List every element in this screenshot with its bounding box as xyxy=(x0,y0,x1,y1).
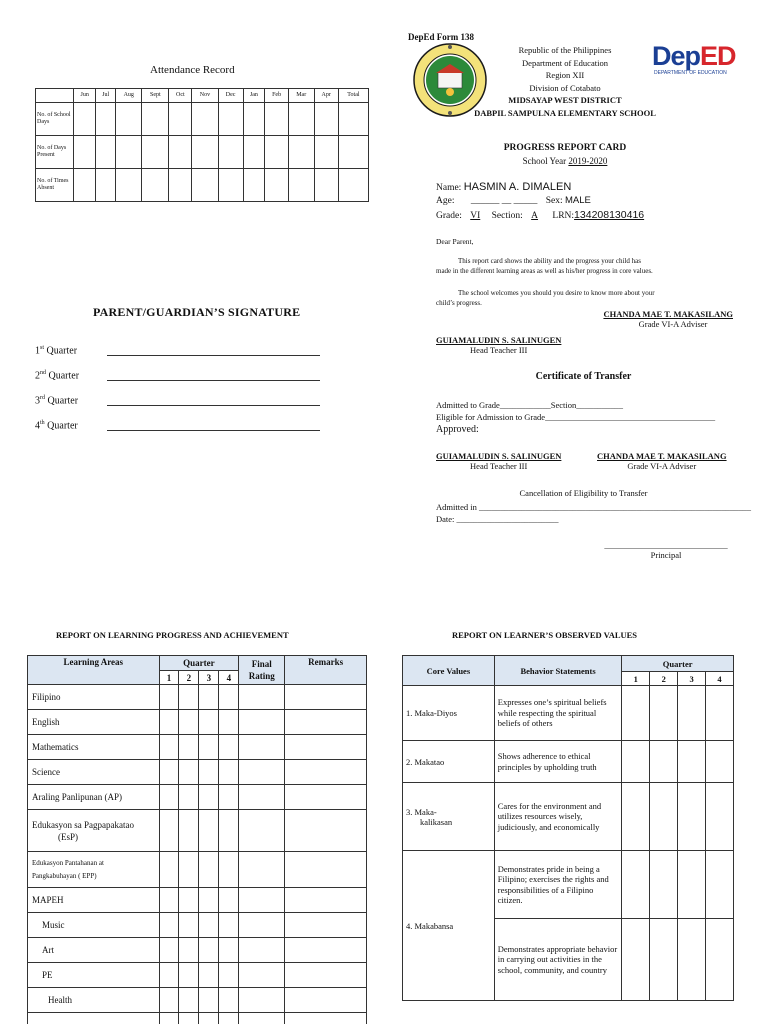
attendance-row xyxy=(36,103,369,136)
table-row: Edukasyon Pantahanan at Pangkabuhayan ( EPP) xyxy=(28,852,367,888)
table-row: 3. Maka- kalikasan Cares for the environment and utilizes resources wisely, judiciously, and economically xyxy=(403,783,734,851)
table-row xyxy=(28,1013,367,1024)
month-cell: Dec xyxy=(218,89,243,103)
table-row: Araling Panlipunan (AP) xyxy=(28,785,367,810)
letter-paragraph-2: The school welcomes you should you desire to know more about your child’s progress. xyxy=(436,289,655,307)
learning-progress-table: Learning Areas Quarter Final Rating Remarks 1 2 3 4 Filipino English Mathematics Science Araling Panlipunan (AP) Edukasyon sa Pagpapakatao (EsP) Edukasyon Pantahanan at Pangkabuhayan ( EPP) MAPEH Music Art PE Health xyxy=(27,655,367,1024)
table-row: Music xyxy=(28,913,367,938)
admitted-grade-row[interactable]: Admitted to Grade____________Section___________ xyxy=(436,400,623,410)
month-cell: Aug xyxy=(116,89,142,103)
month-cell: Nov xyxy=(192,89,218,103)
student-name-row: Name: HASMIN A. DIMALEN xyxy=(436,181,572,193)
month-cell: Jul xyxy=(96,89,116,103)
observed-values-title: REPORT ON LEARNER’S OBSERVED VALUES xyxy=(452,630,638,640)
month-cell: Total xyxy=(338,89,368,103)
col-core-values: Core Values xyxy=(403,656,495,686)
table-row: 2. Makatao Shows adherence to ethical principles by upholding truth xyxy=(403,741,734,783)
signature-line[interactable] xyxy=(107,347,320,356)
attendance-row xyxy=(36,169,369,202)
month-cell: Sept xyxy=(142,89,169,103)
district-name: MIDSAYAP WEST DISTRICT xyxy=(508,95,622,105)
month-cell: Jan xyxy=(243,89,265,103)
signature-line-q2[interactable]: 2nd Quarter xyxy=(35,370,320,381)
transfer-title: Certificate of Transfer xyxy=(535,371,632,382)
adviser-signature: CHANDA MAE T. MAKASILANG Grade VI-A Adviser xyxy=(603,309,733,329)
signature-line[interactable] xyxy=(107,422,320,431)
school-header: Republic of the Philippines Department of Education Region XII Division of Cotabato MIDSAYAP WEST DISTRICT DABPIL SAMPULNA ELEMENTARY SCHOOL xyxy=(470,44,660,119)
table-row: Science xyxy=(28,760,367,785)
month-cell: Feb xyxy=(265,89,289,103)
approved-label: Approved: xyxy=(436,424,479,435)
student-lrn: 134208130416 xyxy=(574,209,645,221)
attendance-header-row xyxy=(36,89,369,103)
col-quarter: Quarter xyxy=(622,656,734,672)
student-section: A xyxy=(531,211,539,221)
transfer-adviser-signature: CHANDA MAE T. MAKASILANG Grade VI-A Adviser xyxy=(597,451,727,471)
month-cell: Apr xyxy=(314,89,338,103)
table-row: 1. Maka-Diyos Expresses one’s spiritual beliefs while respecting the spiritual beliefs of others xyxy=(403,686,734,741)
age-sex-row: Age: ______ __ _____ Sex: MALE xyxy=(436,195,591,206)
table-row: MAPEH xyxy=(28,888,367,913)
col-behavior-statements: Behavior Statements xyxy=(494,656,622,686)
greeting: Dear Parent, xyxy=(436,237,474,246)
table-row: PE xyxy=(28,963,367,988)
month-cell: Mar xyxy=(288,89,314,103)
eligible-row[interactable]: Eligible for Admission to Grade________________________________________ xyxy=(436,412,716,422)
col-learning-areas: Learning Areas xyxy=(28,656,160,685)
learning-progress-title: REPORT ON LEARNING PROGRESS AND ACHIEVEMENT xyxy=(56,630,289,640)
table-row: Demonstrates appropriate behavior in carrying out activities in the school, community, and country xyxy=(403,919,734,1001)
signature-line-q3[interactable]: 3rd Quarter xyxy=(35,395,320,406)
col-remarks: Remarks xyxy=(285,656,367,685)
table-row: 4. Makabansa Demonstrates pride in being a Filipino; exercises the rights and responsibilities of a Filipino citizen. xyxy=(403,851,734,919)
attendance-row-label: No. of School Days xyxy=(36,103,74,136)
form-label: DepEd Form 138 xyxy=(408,32,474,42)
letter-paragraph-1: This report card shows the ability and the progress your child has made in the different learning areas as well as his/her progress in core values. xyxy=(436,257,653,275)
attendance-row-label: No. of Times Absent xyxy=(36,169,74,202)
school-name: DABPIL SAMPULNA ELEMENTARY SCHOOL xyxy=(474,107,656,118)
school-year: School Year 2019-2020 xyxy=(522,156,608,166)
table-row: Health xyxy=(28,988,367,1013)
signature-line[interactable] xyxy=(107,372,320,381)
attendance-title: Attendance Record xyxy=(150,64,235,76)
student-name: HASMIN A. DIMALEN xyxy=(463,181,572,193)
attendance-row xyxy=(36,136,369,169)
table-row: English xyxy=(28,710,367,735)
signature-line[interactable] xyxy=(107,397,320,406)
grade-row: Grade: VI Section: A LRN:134208130416 xyxy=(436,209,645,221)
col-quarter: Quarter xyxy=(159,656,239,671)
table-row: Mathematics xyxy=(28,735,367,760)
progress-card-title: PROGRESS REPORT CARD xyxy=(503,143,627,153)
signature-line-q1[interactable]: 1st Quarter xyxy=(35,345,320,356)
attendance-table xyxy=(35,88,369,202)
head-teacher-signature: GUIAMALUDIN S. SALINUGEN Head Teacher III xyxy=(436,335,562,355)
attendance-row-label: No. of Days Present xyxy=(36,136,74,169)
transfer-head-signature: GUIAMALUDIN S. SALINUGEN Head Teacher III xyxy=(436,451,562,471)
admitted-in-row[interactable]: Admitted in ________________________________________________________________ xyxy=(436,502,751,512)
month-cell: Oct xyxy=(169,89,192,103)
month-cell: Jun xyxy=(74,89,96,103)
student-sex: MALE xyxy=(564,195,591,206)
table-row: Edukasyon sa Pagpapakatao (EsP) xyxy=(28,810,367,852)
table-row: Filipino xyxy=(28,685,367,710)
principal-signature: _____________________________ Principal xyxy=(604,540,728,560)
signature-title: PARENT/GUARDIAN’S SIGNATURE xyxy=(93,305,301,319)
observed-values-table: Core Values Behavior Statements Quarter 1 2 3 4 1. Maka-Diyos Expresses one’s spiritual beliefs while respecting the spiritual beliefs of others 2. Makatao Shows adherence to ethical principles by upholding truth 3. Maka- kalikasan Cares for the environment and utilizes resources wisely, judiciously, and economically 4. Makabansa Demonstrates pride in being a Filipino; exercises the rights and responsibilities of a Filipino citizen. Demonstrates appropriate behavior in carrying out activities in the school, community, and country xyxy=(402,655,734,1001)
date-row[interactable]: Date: ________________________ xyxy=(436,514,559,524)
table-row: Art xyxy=(28,938,367,963)
student-grade: VI xyxy=(470,211,481,221)
signature-line-q4[interactable]: 4th Quarter xyxy=(35,420,320,431)
deped-logo: DepED DEPARTMENT OF EDUCATION xyxy=(652,41,736,76)
col-final-rating: Final Rating xyxy=(239,656,285,685)
cancellation-title: Cancellation of Eligibility to Transfer xyxy=(519,488,648,498)
